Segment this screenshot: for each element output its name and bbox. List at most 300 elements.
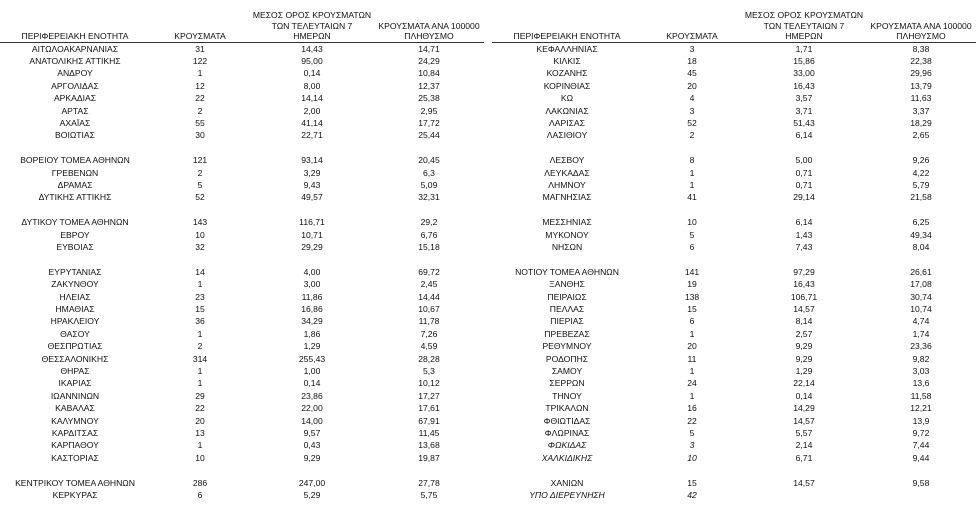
cell-per-100k: 8,38 bbox=[912, 43, 930, 54]
cell-cases: 1 bbox=[689, 328, 695, 339]
cell-per-100k: 27,78 bbox=[418, 477, 440, 488]
cell-cases: 2 bbox=[197, 167, 203, 178]
table-body-right bbox=[492, 42, 976, 501]
table-row bbox=[0, 191, 484, 203]
cell-cases: 141 bbox=[684, 266, 700, 277]
cell-region: ΚΑΛΥΜΝΟΥ bbox=[51, 415, 99, 426]
cell-avg-7-days: 10,71 bbox=[301, 229, 323, 240]
cell-region: ΚΟΡΙΝΘΙΑΣ bbox=[543, 80, 591, 91]
spacer-cell bbox=[0, 253, 484, 265]
cell-avg-7-days: 3,57 bbox=[795, 93, 813, 104]
cell-avg-7-days: 0,43 bbox=[303, 440, 321, 451]
cell-avg-7-days: 14,57 bbox=[793, 303, 815, 314]
spacer-row bbox=[492, 142, 976, 154]
table-row bbox=[0, 303, 484, 315]
cell-region: ΙΚΑΡΙΑΣ bbox=[58, 378, 92, 389]
cell-per-100k: 5,75 bbox=[420, 490, 438, 501]
header-avg-line3: ΗΜΕΡΩΝ bbox=[293, 31, 331, 41]
cell-per-100k: 5,09 bbox=[420, 179, 438, 190]
table-row bbox=[492, 303, 976, 315]
cell-per-100k: 24,29 bbox=[418, 55, 440, 66]
table-row bbox=[492, 216, 976, 228]
cell-region: ΔΥΤΙΚΟΥ ΤΟΜΕΑ ΑΘΗΝΩΝ bbox=[21, 217, 129, 228]
cell-cases: 10 bbox=[687, 452, 697, 463]
cell-region: ΒΟΙΩΤΙΑΣ bbox=[55, 130, 95, 141]
spacer-row bbox=[492, 253, 976, 265]
cell-avg-7-days: 15,86 bbox=[793, 55, 815, 66]
cell-per-100k: 9,58 bbox=[912, 477, 930, 488]
cell-region: ΑΡΓΟΛΙΔΑΣ bbox=[51, 80, 99, 91]
cell-per-100k: 10,67 bbox=[418, 303, 440, 314]
spacer-cell bbox=[492, 464, 976, 476]
cell-per-100k: 13,6 bbox=[912, 378, 930, 389]
header-avg-line1: ΜΕΣΟΣ ΟΡΟΣ ΚΡΟΥΣΜΑΤΩΝ bbox=[744, 10, 864, 20]
cell-cases: 3 bbox=[689, 440, 695, 451]
cell-per-100k: 10,12 bbox=[418, 378, 440, 389]
cell-cases: 1 bbox=[197, 68, 203, 79]
cell-region: ΕΒΡΟΥ bbox=[60, 229, 90, 240]
cell-per-100k: 11,63 bbox=[910, 93, 932, 104]
cell-per-100k: 6,76 bbox=[420, 229, 438, 240]
cell-per-100k: 6,25 bbox=[912, 217, 930, 228]
header-avg-7-days bbox=[742, 10, 866, 42]
cell-cases: 45 bbox=[687, 68, 697, 79]
cell-avg-7-days: 14,14 bbox=[301, 93, 323, 104]
cell-region: ΣΑΜΟΥ bbox=[551, 366, 583, 377]
cell-region: ΕΥΡΥΤΑΝΙΑΣ bbox=[48, 266, 102, 277]
cell-cases: 122 bbox=[192, 55, 208, 66]
cell-avg-7-days: 0,14 bbox=[795, 390, 813, 401]
cell-region: ΚΩ bbox=[560, 93, 574, 104]
cell-per-100k: 30,74 bbox=[910, 291, 932, 302]
cell-per-100k: 25,44 bbox=[418, 130, 440, 141]
table-body-left bbox=[0, 42, 484, 501]
cell-cases: 23 bbox=[195, 291, 205, 302]
cell-per-100k: 12,37 bbox=[418, 80, 440, 91]
table-row bbox=[492, 92, 976, 104]
cell-avg-7-days: 33,00 bbox=[793, 68, 815, 79]
cell-avg-7-days: 3,00 bbox=[303, 279, 321, 290]
cell-cases: 4 bbox=[689, 93, 695, 104]
cell-region: ΔΡΑΜΑΣ bbox=[57, 179, 93, 190]
cell-region: ΘΕΣΣΑΛΟΝΙΚΗΣ bbox=[41, 353, 109, 364]
cell-cases: 5 bbox=[689, 229, 695, 240]
cell-avg-7-days: 247,00 bbox=[298, 477, 326, 488]
cell-region: ΔΥΤΙΚΗΣ ΑΤΤΙΚΗΣ bbox=[38, 192, 112, 203]
table-row bbox=[0, 377, 484, 389]
cell-cases: 22 bbox=[687, 415, 697, 426]
cell-avg-7-days: 1,29 bbox=[303, 341, 321, 352]
cell-cases: 2 bbox=[689, 130, 695, 141]
cell-per-100k: 7,26 bbox=[420, 328, 438, 339]
cell-avg-7-days: 29,14 bbox=[793, 192, 815, 203]
table-row bbox=[0, 328, 484, 340]
cell-per-100k: 9,44 bbox=[912, 452, 930, 463]
table-row bbox=[492, 229, 976, 241]
cell-per-100k: 13,79 bbox=[910, 80, 932, 91]
cell-cases: 286 bbox=[192, 477, 208, 488]
spacer-cell bbox=[492, 142, 976, 154]
cell-avg-7-days: 116,71 bbox=[299, 217, 325, 228]
cell-cases: 1 bbox=[197, 378, 203, 389]
table-row bbox=[492, 179, 976, 191]
table-row bbox=[0, 390, 484, 402]
cell-region: ΑΝΑΤΟΛΙΚΗΣ ΑΤΤΙΚΗΣ bbox=[29, 55, 121, 66]
table-row bbox=[0, 489, 484, 501]
cell-region: ΦΛΩΡΙΝΑΣ bbox=[544, 428, 590, 439]
cases-table-left bbox=[0, 10, 484, 501]
table-row bbox=[492, 377, 976, 389]
header-per100k-line1: ΚΡΟΥΣΜΑΤΑ ΑΝΑ 100000 bbox=[870, 20, 972, 31]
cell-per-100k bbox=[866, 489, 976, 501]
cell-avg-7-days: 14,29 bbox=[793, 403, 815, 414]
cell-per-100k: 18,29 bbox=[910, 117, 932, 128]
cell-per-100k: 12,21 bbox=[910, 403, 932, 414]
cell-per-100k: 6,3 bbox=[423, 167, 435, 178]
cell-region: ΤΡΙΚΑΛΩΝ bbox=[545, 403, 589, 414]
cell-region: ΛΑΚΩΝΙΑΣ bbox=[545, 105, 589, 116]
cell-per-100k: 9,26 bbox=[912, 155, 930, 166]
table-row bbox=[0, 42, 484, 55]
cell-avg-7-days: 5,57 bbox=[795, 428, 813, 439]
header-per-100k bbox=[374, 10, 484, 42]
cell-per-100k: 14,71 bbox=[418, 43, 440, 54]
cell-avg-7-days: 2,57 bbox=[795, 328, 813, 339]
table-row bbox=[0, 117, 484, 129]
cell-avg-7-days: 1,00 bbox=[303, 366, 321, 377]
table-row bbox=[0, 167, 484, 179]
table-row bbox=[492, 55, 976, 67]
cell-avg-7-days: 6,71 bbox=[795, 452, 813, 463]
cell-region: ΗΡΑΚΛΕΙΟΥ bbox=[50, 316, 100, 327]
cell-region: ΚΕΝΤΡΙΚΟΥ ΤΟΜΕΑ ΑΘΗΝΩΝ bbox=[15, 477, 135, 488]
cell-avg-7-days: 16,43 bbox=[793, 279, 815, 290]
cell-region: ΗΛΕΙΑΣ bbox=[59, 291, 91, 302]
table-row bbox=[492, 154, 976, 166]
cell-cases: 52 bbox=[195, 192, 205, 203]
cell-per-100k: 2,65 bbox=[912, 130, 930, 141]
cell-cases: 10 bbox=[195, 229, 205, 240]
table-row bbox=[0, 402, 484, 414]
cell-avg-7-days: 14,57 bbox=[793, 415, 815, 426]
cell-region: ΧΑΛΚΙΔΙΚΗΣ bbox=[541, 452, 593, 463]
header-avg-7-days bbox=[250, 10, 374, 42]
cell-region: ΚΕΦΑΛΛΗΝΙΑΣ bbox=[536, 43, 598, 54]
cell-cases: 36 bbox=[195, 316, 205, 327]
cell-cases: 121 bbox=[192, 155, 208, 166]
cell-avg-7-days: 29,29 bbox=[301, 241, 323, 252]
spacer-cell bbox=[0, 142, 484, 154]
cell-avg-7-days: 0,71 bbox=[795, 167, 813, 178]
cell-cases: 314 bbox=[192, 353, 208, 364]
cell-avg-7-days: 14,57 bbox=[793, 477, 815, 488]
cell-per-100k: 9,82 bbox=[912, 353, 930, 364]
spacer-cell bbox=[492, 253, 976, 265]
cell-avg-7-days bbox=[742, 489, 866, 501]
cell-cases: 16 bbox=[687, 403, 697, 414]
cell-cases: 12 bbox=[195, 80, 205, 91]
cell-cases: 14 bbox=[195, 266, 205, 277]
cell-cases: 42 bbox=[687, 490, 697, 501]
cell-per-100k: 29,2 bbox=[420, 217, 438, 228]
cell-region: ΠΕΛΛΑΣ bbox=[549, 303, 585, 314]
cell-per-100k: 26,61 bbox=[910, 266, 932, 277]
header-cases: ΚΡΟΥΣΜΑΤΑ bbox=[642, 10, 742, 42]
table-row bbox=[0, 129, 484, 141]
cell-region: ΚΙΛΚΙΣ bbox=[553, 55, 581, 66]
table-row bbox=[492, 353, 976, 365]
cell-cases: 138 bbox=[684, 291, 700, 302]
cell-cases: 3 bbox=[689, 105, 695, 116]
header-avg-line2: ΤΩΝ ΤΕΛΕΥΤΑΙΩΝ 7 bbox=[763, 20, 845, 31]
cell-cases: 3 bbox=[689, 43, 695, 54]
cell-avg-7-days: 1,29 bbox=[795, 366, 813, 377]
cell-per-100k: 28,28 bbox=[418, 353, 440, 364]
cell-region: ΒΟΡΕΙΟΥ ΤΟΜΕΑ ΑΘΗΝΩΝ bbox=[20, 155, 130, 166]
cell-region: ΡΟΔΟΠΗΣ bbox=[545, 353, 589, 364]
cell-avg-7-days: 9,57 bbox=[303, 428, 321, 439]
table-row bbox=[0, 266, 484, 278]
cell-cases: 22 bbox=[195, 403, 205, 414]
table-row bbox=[0, 105, 484, 117]
table-row bbox=[492, 365, 976, 377]
table-row bbox=[492, 452, 976, 464]
table-row bbox=[492, 340, 976, 352]
table-row bbox=[0, 427, 484, 439]
cell-region: ΦΩΚΙΔΑΣ bbox=[547, 440, 587, 451]
cell-region: ΚΑΡΠΑΘΟΥ bbox=[51, 440, 99, 451]
cell-avg-7-days: 51,43 bbox=[793, 117, 815, 128]
cell-region: ΠΕΙΡΑΙΩΣ bbox=[547, 291, 587, 302]
table-row bbox=[0, 315, 484, 327]
cell-avg-7-days: 9,29 bbox=[795, 353, 813, 364]
cell-avg-7-days: 22,00 bbox=[301, 403, 323, 414]
cell-avg-7-days: 9,29 bbox=[303, 452, 321, 463]
table-row bbox=[0, 477, 484, 489]
cell-cases: 5 bbox=[689, 428, 695, 439]
cell-region: ΓΡΕΒΕΝΩΝ bbox=[51, 167, 99, 178]
spacer-row bbox=[0, 253, 484, 265]
cell-region: ΛΗΜΝΟΥ bbox=[548, 179, 586, 190]
cell-cases: 22 bbox=[195, 93, 205, 104]
cell-per-100k: 20,45 bbox=[418, 155, 440, 166]
table-row bbox=[0, 291, 484, 303]
cell-region: ΜΑΓΝΗΣΙΑΣ bbox=[542, 192, 592, 203]
cell-per-100k: 69,72 bbox=[418, 266, 440, 277]
cell-per-100k: 67,91 bbox=[418, 415, 440, 426]
cell-region: ΦΘΙΩΤΙΔΑΣ bbox=[543, 415, 591, 426]
table-row bbox=[492, 241, 976, 253]
cell-avg-7-days: 106,71 bbox=[790, 291, 818, 302]
cell-avg-7-days: 1,71 bbox=[795, 43, 813, 54]
cell-avg-7-days: 34,29 bbox=[301, 316, 323, 327]
cell-cases: 20 bbox=[687, 341, 697, 352]
cell-per-100k: 17,27 bbox=[418, 390, 440, 401]
table-row bbox=[492, 278, 976, 290]
cell-avg-7-days: 2,00 bbox=[303, 105, 321, 116]
cell-region: ΞΑΝΘΗΣ bbox=[549, 279, 585, 290]
cell-region: ΚΑΒΑΛΑΣ bbox=[55, 403, 95, 414]
cell-per-100k: 14,44 bbox=[418, 291, 440, 302]
table-row bbox=[0, 67, 484, 79]
cell-region: ΛΕΥΚΑΔΑΣ bbox=[544, 167, 590, 178]
cell-avg-7-days: 6,14 bbox=[795, 217, 813, 228]
cell-per-100k: 10,74 bbox=[910, 303, 932, 314]
table-row bbox=[0, 439, 484, 451]
spacer-cell bbox=[0, 204, 484, 216]
table-row bbox=[0, 80, 484, 92]
cell-region: ΖΑΚΥΝΘΟΥ bbox=[51, 279, 99, 290]
table-row bbox=[0, 340, 484, 352]
table-row bbox=[492, 266, 976, 278]
cell-avg-7-days: 3,71 bbox=[795, 105, 813, 116]
cell-per-100k: 4,22 bbox=[912, 167, 930, 178]
cell-per-100k: 22,38 bbox=[910, 55, 932, 66]
cell-avg-7-days: 22,71 bbox=[301, 130, 323, 141]
cell-avg-7-days: 0,14 bbox=[303, 68, 321, 79]
cell-cases: 2 bbox=[197, 105, 203, 116]
cell-per-100k: 15,18 bbox=[418, 241, 440, 252]
table-row bbox=[0, 365, 484, 377]
cell-region: ΕΥΒΟΙΑΣ bbox=[56, 241, 94, 252]
cell-region: ΝΟΤΙΟΥ ΤΟΜΕΑ ΑΘΗΝΩΝ bbox=[515, 266, 619, 277]
table-row bbox=[492, 427, 976, 439]
table-row bbox=[0, 353, 484, 365]
cell-per-100k: 13,9 bbox=[912, 415, 930, 426]
header-per100k-line1: ΚΡΟΥΣΜΑΤΑ ΑΝΑ 100000 bbox=[378, 20, 480, 31]
cell-cases: 18 bbox=[687, 55, 697, 66]
cell-region: ΘΕΣΠΡΩΤΙΑΣ bbox=[47, 341, 103, 352]
cell-region: ΚΕΡΚΥΡΑΣ bbox=[52, 490, 98, 501]
cases-table-right bbox=[492, 10, 976, 501]
cell-cases: 6 bbox=[197, 490, 203, 501]
cell-cases: 6 bbox=[689, 316, 695, 327]
cell-avg-7-days: 8,14 bbox=[795, 316, 813, 327]
header-cases: ΚΡΟΥΣΜΑΤΑ bbox=[150, 10, 250, 42]
cell-avg-7-days: 7,43 bbox=[795, 241, 813, 252]
cell-avg-7-days: 2,14 bbox=[795, 440, 813, 451]
cell-region: ΑΡΚΑΔΙΑΣ bbox=[53, 93, 97, 104]
cell-avg-7-days: 1,43 bbox=[795, 229, 813, 240]
spacer-cell bbox=[492, 204, 976, 216]
cell-per-100k: 2,95 bbox=[420, 105, 438, 116]
cell-per-100k: 49,34 bbox=[910, 229, 932, 240]
cell-avg-7-days: 5,29 bbox=[303, 490, 321, 501]
spacer-row bbox=[492, 464, 976, 476]
cell-avg-7-days: 49,57 bbox=[301, 192, 323, 203]
table-row bbox=[0, 229, 484, 241]
cell-avg-7-days: 3,29 bbox=[303, 167, 321, 178]
cell-avg-7-days: 16,86 bbox=[301, 303, 323, 314]
table-row bbox=[0, 154, 484, 166]
cell-region: ΑΙΤΩΛΟΑΚΑΡΝΑΝΙΑΣ bbox=[31, 43, 119, 54]
table-row bbox=[492, 291, 976, 303]
cell-per-100k: 23,36 bbox=[910, 341, 932, 352]
cell-cases: 55 bbox=[195, 117, 205, 128]
cell-cases: 11 bbox=[687, 353, 697, 364]
header-avg-line2: ΤΩΝ ΤΕΛΕΥΤΑΙΩΝ 7 bbox=[271, 20, 353, 31]
cell-avg-7-days: 97,29 bbox=[793, 266, 815, 277]
cell-per-100k: 21,58 bbox=[910, 192, 932, 203]
spacer-row bbox=[0, 204, 484, 216]
cell-region: ΤΗΝΟΥ bbox=[552, 390, 582, 401]
cell-cases: 32 bbox=[195, 241, 205, 252]
cell-avg-7-days: 4,00 bbox=[303, 266, 321, 277]
cell-per-100k: 1,74 bbox=[912, 328, 930, 339]
cell-region: ΗΜΑΘΙΑΣ bbox=[55, 303, 95, 314]
table-row bbox=[492, 315, 976, 327]
cell-avg-7-days: 95,00 bbox=[301, 55, 323, 66]
cell-per-100k: 8,04 bbox=[912, 241, 930, 252]
cell-region: ΚΑΡΔΙΤΣΑΣ bbox=[51, 428, 99, 439]
table-row bbox=[0, 216, 484, 228]
cell-per-100k: 4,74 bbox=[912, 316, 930, 327]
cell-per-100k: 11,78 bbox=[418, 316, 440, 327]
cell-avg-7-days: 16,43 bbox=[793, 80, 815, 91]
header-region: ΠΕΡΙΦΕΡΕΙΑΚΗ ΕΝΟΤΗΤΑ bbox=[492, 10, 642, 42]
cell-avg-7-days: 23,86 bbox=[301, 390, 323, 401]
cell-per-100k: 4,59 bbox=[420, 341, 438, 352]
cell-avg-7-days: 6,14 bbox=[795, 130, 813, 141]
cell-cases: 1 bbox=[689, 179, 695, 190]
table-row bbox=[492, 489, 976, 501]
header-avg-line1: ΜΕΣΟΣ ΟΡΟΣ ΚΡΟΥΣΜΑΤΩΝ bbox=[252, 10, 372, 20]
header-per100k-line2: ΠΛΗΘΥΣΜΟ bbox=[404, 31, 454, 41]
cell-cases: 6 bbox=[689, 241, 695, 252]
cell-avg-7-days: 41,14 bbox=[301, 117, 323, 128]
spacer-row bbox=[0, 142, 484, 154]
cell-avg-7-days: 5,00 bbox=[795, 155, 813, 166]
table-row bbox=[492, 67, 976, 79]
cell-cases: 2 bbox=[197, 341, 203, 352]
cell-region: ΘΗΡΑΣ bbox=[60, 366, 90, 377]
cell-region: ΙΩΑΝΝΙΝΩΝ bbox=[50, 390, 100, 401]
cell-region: ΜΥΚΟΝΟΥ bbox=[545, 229, 589, 240]
table-row bbox=[0, 55, 484, 67]
cell-cases: 1 bbox=[689, 167, 695, 178]
cell-cases: 52 bbox=[687, 117, 697, 128]
cell-region: ΠΡΕΒΕΖΑΣ bbox=[544, 328, 590, 339]
table-row bbox=[492, 167, 976, 179]
cell-per-100k: 5,79 bbox=[912, 179, 930, 190]
cell-avg-7-days: 255,43 bbox=[298, 353, 326, 364]
cell-per-100k: 7,44 bbox=[912, 440, 930, 451]
cell-per-100k: 17,61 bbox=[418, 403, 440, 414]
cell-per-100k: 25,38 bbox=[418, 93, 440, 104]
cell-cases: 29 bbox=[195, 390, 205, 401]
table-row bbox=[0, 179, 484, 191]
header-row bbox=[0, 10, 484, 42]
cell-avg-7-days: 93,14 bbox=[301, 155, 323, 166]
cell-per-100k: 17,72 bbox=[418, 117, 440, 128]
cell-per-100k: 5,3 bbox=[423, 366, 435, 377]
cell-avg-7-days: 9,43 bbox=[303, 179, 321, 190]
header-region: ΠΕΡΙΦΕΡΕΙΑΚΗ ΕΝΟΤΗΤΑ bbox=[0, 10, 150, 42]
cell-region: ΥΠΟ ΔΙΕΡΕΥΝΗΣΗ bbox=[529, 490, 605, 501]
cell-cases: 24 bbox=[687, 378, 697, 389]
cell-region: ΛΕΣΒΟΥ bbox=[549, 155, 585, 166]
cell-per-100k: 3,03 bbox=[912, 366, 930, 377]
table-row bbox=[492, 105, 976, 117]
cell-per-100k: 32,31 bbox=[418, 192, 440, 203]
cell-avg-7-days: 8,00 bbox=[303, 80, 321, 91]
table-row bbox=[492, 439, 976, 451]
cell-region: ΘΑΣΟΥ bbox=[60, 328, 90, 339]
header-row bbox=[492, 10, 976, 42]
cell-avg-7-days: 14,43 bbox=[301, 43, 323, 54]
cell-per-100k: 10,84 bbox=[418, 68, 440, 79]
cell-region: ΜΕΣΣΗΝΙΑΣ bbox=[542, 217, 592, 228]
